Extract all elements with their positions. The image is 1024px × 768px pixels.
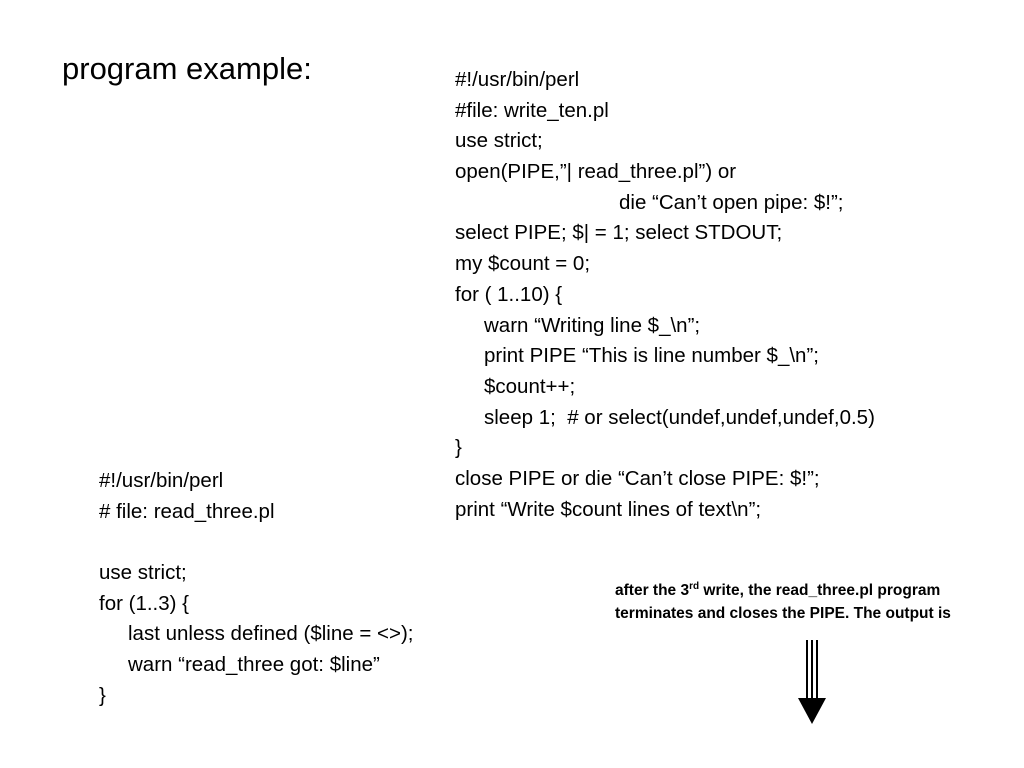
code-line: last unless defined ($line = <>); — [128, 622, 414, 646]
code-line: for ( 1..10) { — [455, 282, 563, 306]
code-line: # file: read_three.pl — [99, 499, 275, 523]
code-line: select PIPE; $| = 1; select STDOUT; — [455, 221, 783, 245]
code-line: #!/usr/bin/perl — [99, 469, 224, 492]
code-line: die “Can’t open pipe: $!”; — [619, 190, 844, 214]
code-line: my $count = 0; — [455, 252, 591, 276]
down-arrow-icon — [795, 640, 829, 726]
code-line: sleep 1; # or select(undef,undef,undef,0.5) — [484, 405, 875, 429]
note-text-end: write, the read_three.pl program terminates and closes the PIPE. The output is — [615, 582, 951, 622]
write-ten-code-block — [455, 65, 875, 525]
code-line: close PIPE or die “Can’t close PIPE: $!”; — [455, 466, 820, 490]
code-line: } — [99, 683, 106, 707]
code-line: warn “Writing line $_\n”; — [484, 313, 701, 337]
note-text-start: after the 3 — [615, 582, 690, 599]
slide-title: program example: — [62, 51, 312, 86]
explanation-note — [615, 580, 955, 625]
code-line: print PIPE “This is line number $_\n”; — [484, 344, 819, 368]
code-line: warn “read_three got: $line” — [128, 653, 380, 677]
code-line: #!/usr/bin/perl — [455, 68, 580, 91]
code-line: open(PIPE,”| read_three.pl”) or — [455, 160, 737, 184]
code-line: } — [455, 436, 462, 460]
code-line: #file: write_ten.pl — [455, 98, 609, 122]
code-line: print “Write $count lines of text\n”; — [455, 497, 762, 521]
code-line: use strict; — [455, 129, 543, 153]
blank-line — [99, 527, 413, 558]
read-three-code-block — [99, 466, 413, 712]
code-line: $count++; — [484, 374, 576, 398]
code-line: use strict; — [99, 561, 187, 585]
note-superscript: rd — [689, 581, 700, 592]
code-line: for (1..3) { — [99, 591, 190, 615]
